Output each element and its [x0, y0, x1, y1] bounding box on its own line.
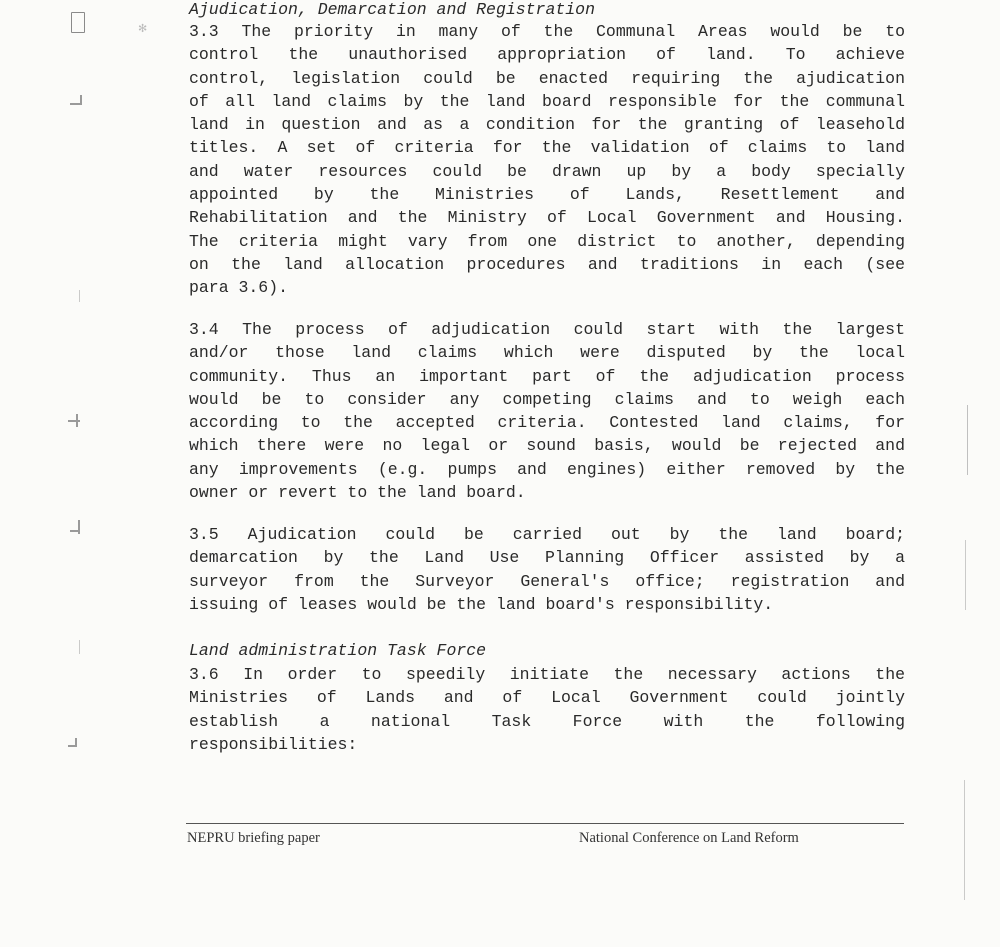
- footer-right-text: National Conference on Land Reform: [579, 830, 799, 846]
- scan-artifact-mark: [79, 640, 80, 654]
- text-line: 3.6 In order to speedily initiate the necessary actions the: [189, 665, 905, 684]
- text-line: on the land allocation procedures and traditions in each (see: [189, 254, 905, 274]
- text-line: 3.4 The process of adjudication could start with the largest: [189, 320, 905, 339]
- text-line: The criteria might vary from one district to another, depending: [189, 231, 905, 251]
- text-line: titles. A set of criteria for the validation of claims to land: [189, 138, 905, 158]
- text-line: demarcation by the Land Use Planning Officer assisted by a: [189, 548, 905, 568]
- text-line: community. Thus an important part of the adjudication process: [189, 366, 905, 386]
- paragraph-3-4: [189, 318, 905, 504]
- section-heading: Ajudication, Demarcation and Registration: [189, 0, 595, 19]
- scan-artifact-mark: [967, 405, 968, 475]
- scan-artifact-mark: [75, 738, 77, 747]
- text-line: land in question and as a condition for the granting of leasehold: [189, 115, 905, 135]
- section-heading: Land administration Task Force: [189, 641, 487, 660]
- text-line: establish a national Task Force with the following: [189, 711, 905, 731]
- text-line: and/or those land claims which were disputed by the local: [189, 343, 905, 363]
- text-line: would be to consider any competing claims and to weigh each: [189, 389, 905, 409]
- text-line: Ministries of Lands and of Local Government could jointly: [189, 688, 905, 708]
- text-line: of all land claims by the land board responsible for the communal: [189, 91, 905, 111]
- scan-artifact-mark: [79, 290, 80, 302]
- paragraph-3-6: [189, 663, 905, 756]
- text-line: control the unauthorised appropriation of land. To achieve: [189, 45, 905, 65]
- scan-artifact-mark: [68, 420, 80, 422]
- text-line: owner or revert to the land board.: [189, 483, 526, 503]
- text-line: and water resources could be drawn up by a body specially: [189, 161, 905, 181]
- paragraph-3-3: [189, 20, 905, 300]
- scan-artifact-mark: [964, 780, 965, 900]
- text-line: 3.5 Ajudication could be carried out by the land board;: [189, 525, 905, 544]
- text-line: responsibilities:: [189, 734, 358, 754]
- text-line: any improvements (e.g. pumps and engines) either removed by the: [189, 459, 905, 479]
- paragraph-3-5: [189, 523, 905, 616]
- scan-artifact-mark: [78, 520, 80, 534]
- text-line: issuing of leases would be the land board's responsibility.: [189, 594, 774, 614]
- footer-left-text: NEPRU briefing paper: [187, 830, 320, 846]
- text-line: control, legislation could be enacted requiring the ajudication: [189, 68, 905, 88]
- text-line: Rehabilitation and the Ministry of Local Government and Housing.: [189, 208, 905, 228]
- scan-speck: ✻: [138, 22, 148, 35]
- text-line: appointed by the Ministries of Lands, Resettlement and: [189, 185, 905, 205]
- scan-artifact-mark: [965, 540, 966, 610]
- text-line: which there were no legal or sound basis, would be rejected and: [189, 436, 905, 456]
- text-line: para 3.6).: [189, 278, 289, 298]
- scan-artifact-mark: [80, 95, 82, 105]
- text-line: 3.3 The priority in many of the Communal Areas would be to: [189, 22, 905, 41]
- footer-rule: [186, 823, 904, 824]
- scan-artifact-box: [71, 12, 85, 33]
- text-line: according to the accepted criteria. Contested land claims, for: [189, 413, 905, 433]
- text-line: surveyor from the Surveyor General's office; registration and: [189, 571, 905, 591]
- scan-artifact-mark: [76, 414, 78, 427]
